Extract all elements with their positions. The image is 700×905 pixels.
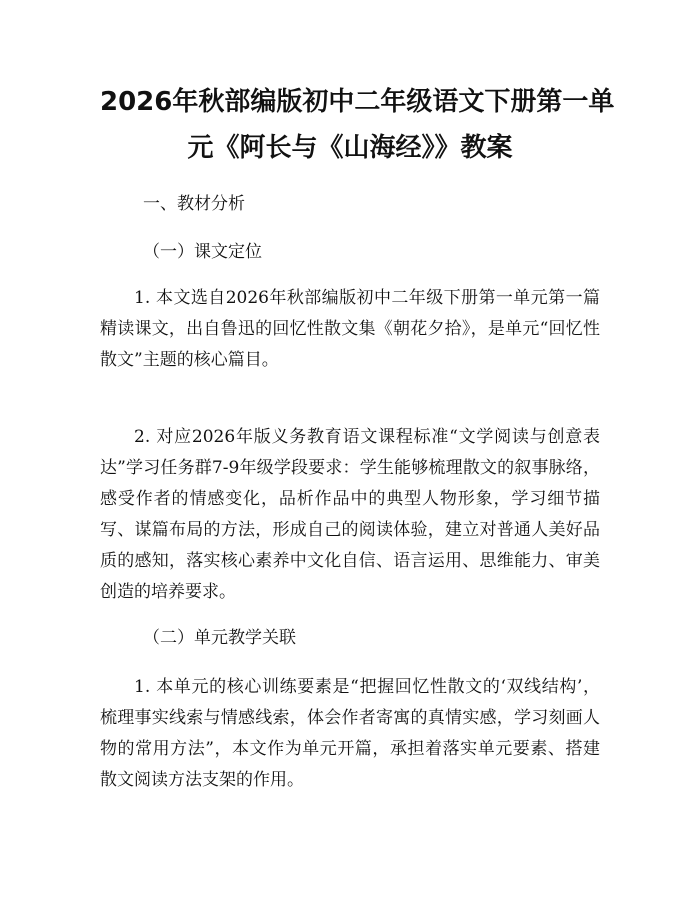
- paragraph-curriculum-standard: 2. 对应2026年版义务教育语文课程标准“文学阅读与创意表达”学习任务群7-9年级学段要求：学生能够梳理散文的叙事脉络，感受作者的情感变化，品析作品中的典型人物形象，学习细节描写、谋篇布局的方法，形成自己的阅读体验，建立对普通人美好品质的感知，落实核心素养中文化自信、语言运用、思维能力、审美创造的培养要求。: [100, 427, 600, 602]
- subsection-heading-unit-teaching-connection: （二）单元教学关联: [143, 628, 296, 648]
- paragraph-text-source: 1. 本文选自2026年秋部编版初中二年级下册第一单元第一篇精读课文，出自鲁迅的回忆性散文集《朝花夕拾》，是单元“回忆性散文”主题的核心篇目。: [100, 288, 600, 370]
- document-title-line-1: 2026年秋部编版初中二年级语文下册第一单: [100, 87, 615, 117]
- section-heading-teaching-material-analysis: 一、教材分析: [143, 194, 245, 214]
- document-title-line-2: 元《阿长与《山海经》》教案: [187, 133, 513, 163]
- paragraph-unit-core-elements: 1. 本单元的核心训练要素是“把握回忆性散文的‘双线结构’，梳理事实线索与情感线索，体会作者寄寓的真情实感，学习刻画人物的常用方法”，本文作为单元开篇，承担着落实单元要素、搭建散文阅读方法支架的作用。: [100, 677, 600, 790]
- subsection-heading-text-positioning: （一）课文定位: [143, 242, 262, 262]
